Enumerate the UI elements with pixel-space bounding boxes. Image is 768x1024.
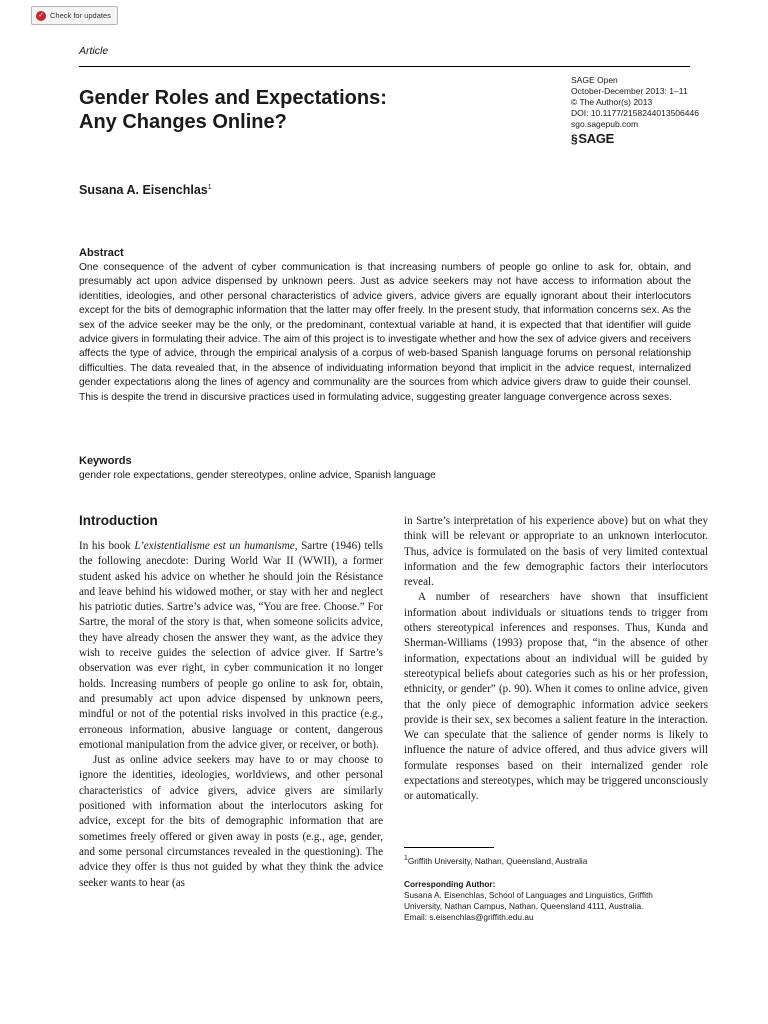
abstract-text: One consequence of the advent of cyber communication is that increasing numbers of people go online to ask for, obtain, and presumably act upon advice dispensed by unknown peers. Just as advice seekers may not have access to information about the identities, ideologies, and other personal characteristics of advice givers, advice givers are equally ignorant about their interlocutors except for the bits of demographic information that the latter may offer freely. In the present study, that information concerns sex. As the sex of the advice seeker may be the only, or the predominant, contextual variable at hand, it is expected that that identifier will guide advice givers in formulating their advice. The aim of this project is to investigate whether and how the sex of advice givers and receivers affects the type of advice, through the empirical analysis of a corpus of web-based Spanish language forums on personal relationship difficulties. The data revealed that, in the absence of individuating information beyond that implicit in the advice request, internalized gender expectations along the lines of agency and communality are the sources from which advice givers draw to guide their counsel. This is despite the trend in discursive practices used in formulating advice, suggesting greater language convergence across sexes.: [79, 262, 691, 403]
corresponding-author-line: Susana A. Eisenchlas, School of Languages and Linguistics, Griffith: [404, 889, 653, 900]
corresponding-author-heading: Corresponding Author:: [404, 878, 496, 889]
body-column-left: [79, 539, 383, 891]
copyright-line: © The Author(s) 2013: [571, 97, 653, 107]
affiliation-text: Griffith University, Nathan, Queensland, Australia: [407, 855, 588, 866]
article-type-label: Article: [79, 45, 109, 57]
author-line: [79, 183, 212, 197]
sage-logo: [571, 131, 614, 146]
sage-logo-text: SAGE: [578, 131, 615, 146]
check-for-updates-label: Check for updates: [50, 11, 111, 20]
article-title: [79, 86, 387, 134]
affiliation-marker: 1: [404, 855, 408, 862]
doi-link[interactable]: DOI: 10.1177/2158244013506446: [571, 108, 699, 118]
keywords-section: [79, 455, 691, 483]
footnote-divider: [404, 847, 494, 848]
keywords-heading: Keywords: [79, 455, 132, 467]
journal-name: SAGE Open: [571, 75, 618, 85]
body-paragraph: [79, 539, 383, 753]
body-paragraph: A number of researchers have shown that insufficient information about individuals or situations tends to trigger from others stereotypical inferences and responses. Thus, Kunda and Sherman-Williams (1993) propose that, “in the absence of other information, expectations about an individual will be guided by stereotypical beliefs about categories such as his or her profession, ethnicity, or gender” (p. 90). When it comes to online advice, given that the only piece of demographic information advice seekers provide is their sex, sex becomes a salient feature in the interaction. We can speculate that the salience of gender norms is likely to influence the nature of advice offered, and thus advice givers will formulate responses based on their internalized gender role expectations and stereotypes, which may be triggered unconsciously or automatically.: [404, 591, 708, 803]
journal-issue: October-December 2013: 1–11: [571, 86, 688, 96]
footnotes: [404, 853, 704, 923]
corresponding-author-email[interactable]: Email: s.eisenchlas@griffith.edu.au: [404, 911, 534, 922]
title-line: Any Changes Online?: [79, 111, 287, 133]
body-text: In his book: [79, 540, 135, 552]
abstract-section: [79, 247, 691, 405]
body-paragraph: Just as online advice seekers may have to or may choose to ignore the identities, ideologies, worldviews, and other personal characteristics of advice givers, advice givers are similarly positioned with information about the interlocutors asking for advice, except for the bits of demographic information that are sometimes freely offered or given away in posts (e.g., age, gender, and some personal circumstances revealed in the questioning). The advice they offer is thus not guided by what they think the advice seeker wants to hear (as: [79, 754, 383, 889]
author-name: Susana A. Eisenchlas: [79, 183, 208, 197]
corresponding-author-line: University, Nathan Campus, Nathan, Queensland 4111, Australia.: [404, 900, 644, 911]
body-text: , Sartre (1946) tells the following anecdote: During World War II (WWII), a former student asked his advice on whether he should join the Résistance and leave behind his widowed mother, or stay with her and neglect his patriotic duties. Sartre’s advice was, “You are free. Choose.” For Sartre, the moral of the story is that, when someone solicits advice, they have already chosen the answer they want, as the advice they wish to receive guides the selection of advice giver. If Sartre’s observation was ever right, in cyber communication it no longer holds. Increasing numbers of people go online to ask for, obtain, and presumably act upon advice dispensed by unknown peers, mindful or not of the potential risks involved in this practice (e.g., erroneous information, abusive language or content, dangerous emotional manipulation from the advice giver, or receiver, or both).: [79, 540, 383, 751]
journal-url-link[interactable]: sgo.sagepub.com: [571, 119, 639, 129]
check-icon: ✓: [36, 11, 46, 21]
author-affiliation-marker: 1: [207, 183, 212, 191]
abstract-heading: Abstract: [79, 247, 124, 259]
keywords-text: gender role expectations, gender stereotypes, online advice, Spanish language: [79, 470, 436, 481]
header-divider: [79, 66, 690, 67]
affiliation-footnote: [404, 853, 704, 867]
journal-metadata: [571, 75, 699, 130]
introduction-heading: Introduction: [79, 513, 158, 528]
sage-mark-icon: §: [571, 131, 578, 146]
book-title: L’existentialisme est un humanisme: [134, 540, 295, 552]
title-line: Gender Roles and Expectations:: [79, 87, 387, 109]
check-for-updates-button[interactable]: [31, 6, 118, 25]
body-paragraph: in Sartre’s interpretation of his experience above) but on what they think will be relevant or appropriate to an unknown interlocutor. Thus, advice is formulated on the basis of very limited contextual information and the few demographic factors their interlocutors reveal.: [404, 515, 708, 589]
body-column-right: [404, 514, 708, 805]
